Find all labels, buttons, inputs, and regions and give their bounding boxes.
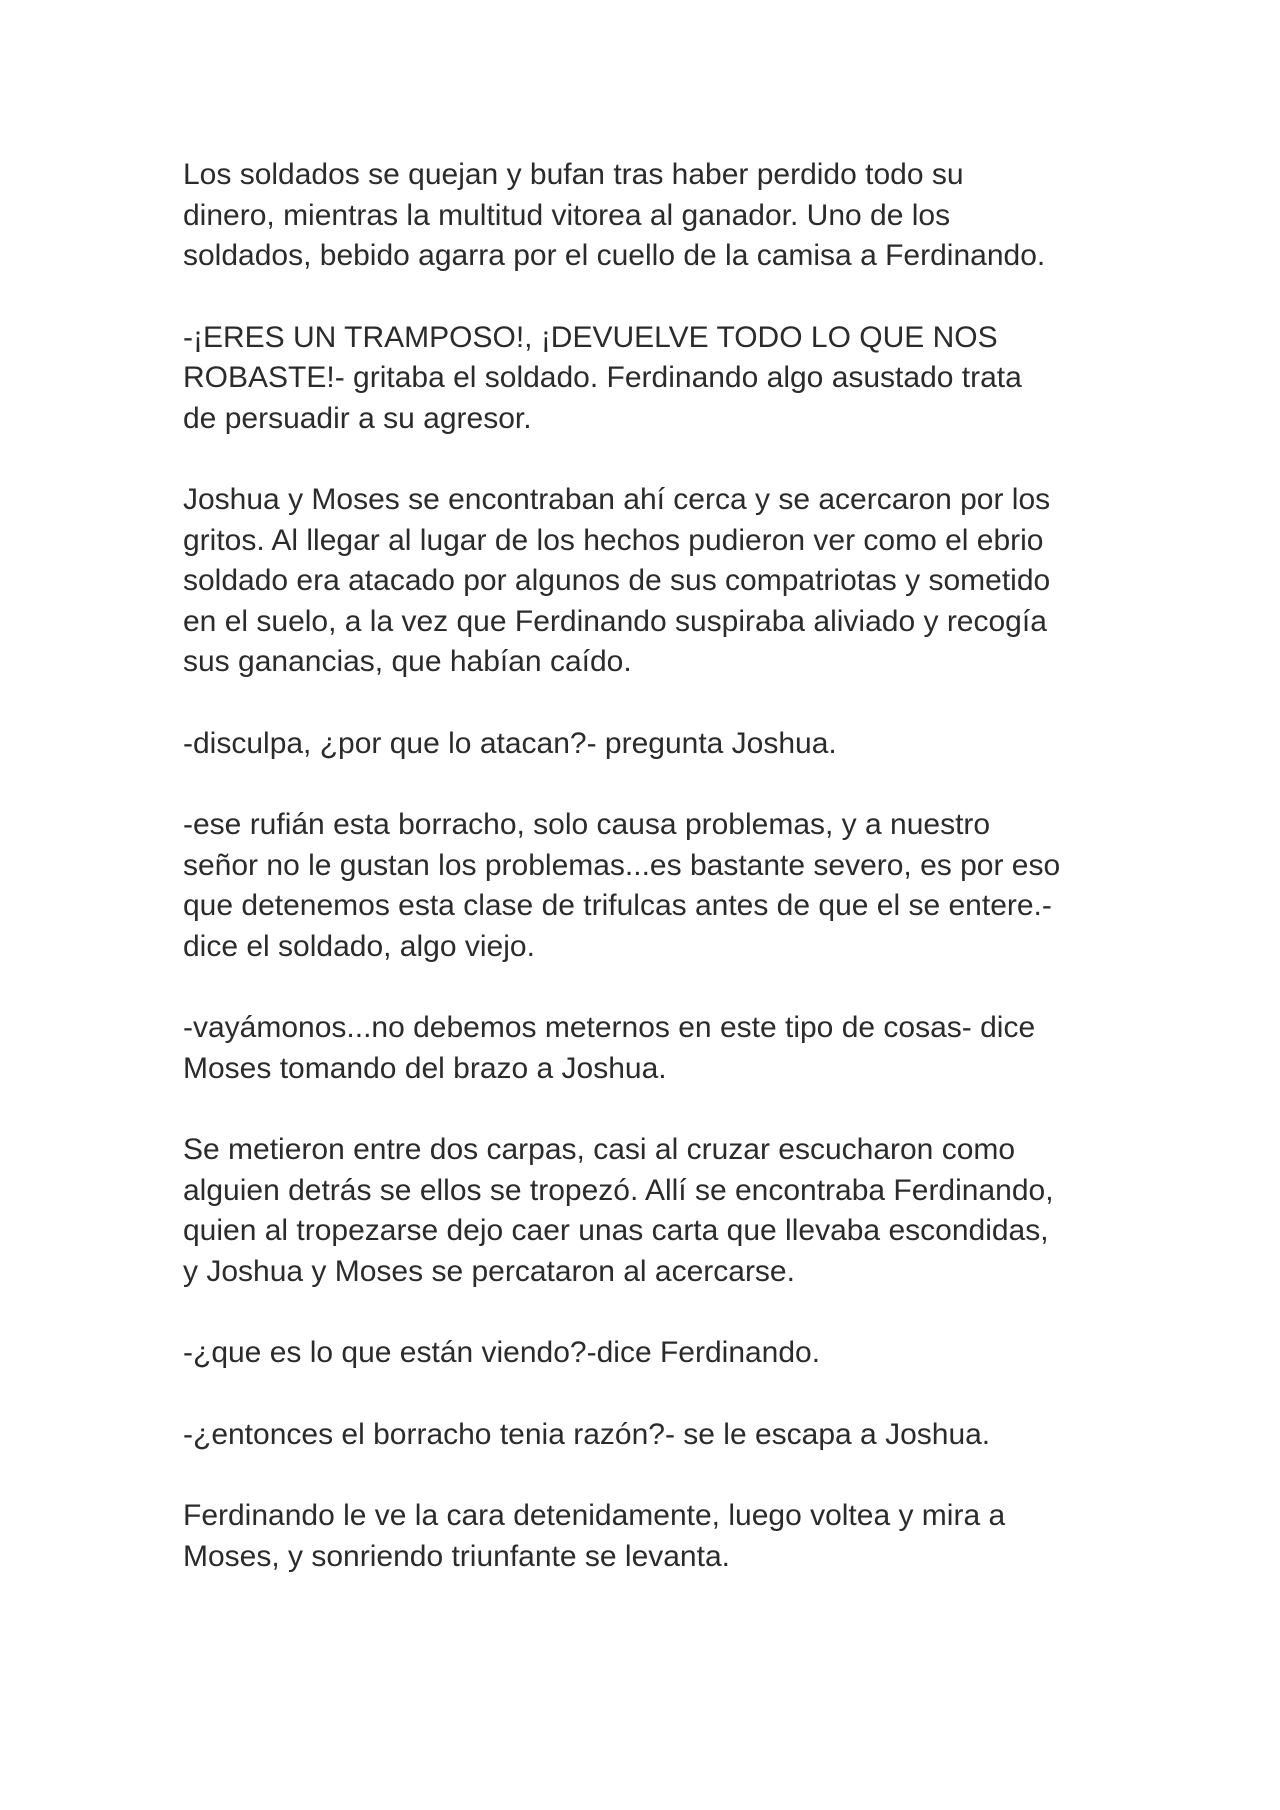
text-line: Moses tomando del brazo a Joshua.	[183, 1051, 667, 1085]
text-line: -¿entonces el borracho tenia razón?- se le escapa a Joshua.	[183, 1417, 991, 1451]
text-line: -vayámonos...no debemos meternos en este tipo de cosas- dice	[183, 1011, 1036, 1044]
paragraph-8	[183, 1333, 1113, 1374]
text-line: soldado era atacado por algunos de sus compatriotas y sometido	[183, 564, 1051, 597]
text-line: que detenemos esta clase de trifulcas antes de que el se entere.-	[183, 889, 1052, 922]
text-line: dice el soldado, algo viejo.	[183, 929, 535, 963]
text-line: -disculpa, ¿por que lo atacan?- pregunta Joshua.	[183, 726, 837, 760]
text-line: señor no le gustan los problemas...es bastante severo, es por eso	[183, 848, 1061, 882]
text-line: dinero, mientras la multitud vitorea al ganador. Uno de los	[183, 198, 951, 232]
text-line: Joshua y Moses se encontraban ahí cerca y se acercaron por los	[183, 483, 1051, 516]
text-line: alguien detrás se ellos se tropezó. Allí se encontraba Ferdinando,	[183, 1173, 1054, 1207]
paragraph-9	[183, 1415, 1113, 1456]
text-line: en el suelo, a la vez que Ferdinando suspiraba aliviado y recogía	[183, 604, 1047, 638]
paragraph-2	[183, 318, 1113, 440]
paragraph-6	[183, 1008, 1113, 1089]
paragraph-4	[183, 724, 1113, 765]
text-line: -¡ERES UN TRAMPOSO!, ¡DEVUELVE TODO LO QUE NOS	[183, 320, 998, 354]
text-line: gritos. Al llegar al lugar de los hechos pudieron ver como el ebrio	[183, 523, 1044, 557]
text-line: Moses, y sonriendo triunfante se levanta.	[183, 1539, 730, 1573]
paragraph-3	[183, 480, 1113, 683]
paragraph-1	[183, 155, 1113, 277]
document-body	[183, 155, 1113, 1618]
text-line: -¿que es lo que están viendo?-dice Ferdinando.	[183, 1336, 821, 1369]
text-line: sus ganancias, que habían caído.	[183, 645, 632, 678]
paragraph-10	[183, 1496, 1113, 1577]
text-line: ROBASTE!- gritaba el soldado. Ferdinando algo asustado trata	[183, 361, 1022, 394]
text-line: soldados, bebido agarra por el cuello de la camisa a Ferdinando.	[183, 239, 1046, 272]
paragraph-5	[183, 805, 1113, 967]
paragraph-7	[183, 1130, 1113, 1292]
text-line: y Joshua y Moses se percataron al acercarse.	[183, 1254, 795, 1288]
text-line: quien al tropezarse dejo caer unas carta que llevaba escondidas,	[183, 1214, 1049, 1247]
text-line: de persuadir a su agresor.	[183, 401, 532, 435]
text-line: Los soldados se quejan y bufan tras haber perdido todo su	[183, 158, 964, 191]
text-line: Ferdinando le ve la cara detenidamente, luego voltea y mira a	[183, 1499, 1006, 1532]
text-line: Se metieron entre dos carpas, casi al cruzar escucharon como	[183, 1133, 1016, 1166]
text-line: -ese rufián esta borracho, solo causa problemas, y a nuestro	[183, 808, 991, 841]
